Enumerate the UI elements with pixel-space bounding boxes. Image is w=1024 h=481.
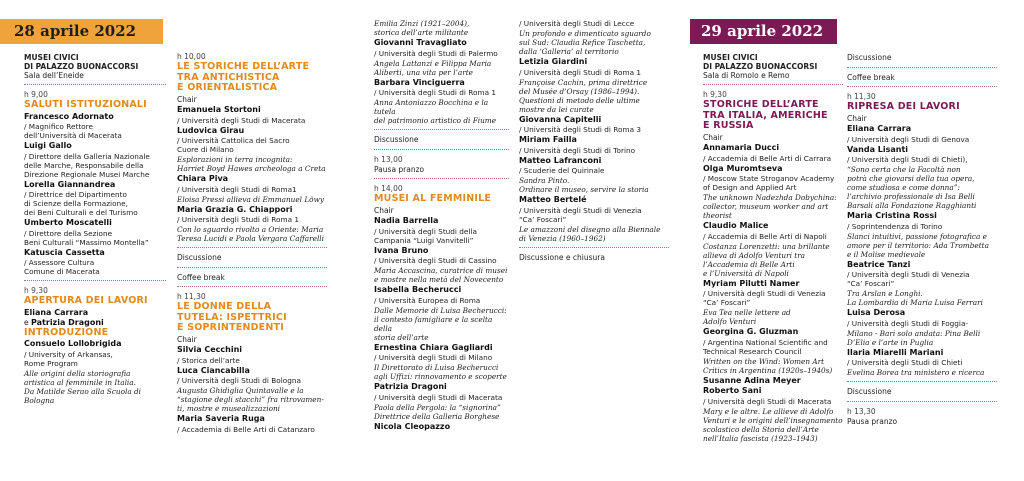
speaker-affiliation: / University of Arkansas, Rome Program <box>24 349 113 368</box>
speaker-name: Matteo Lafranconi <box>519 155 602 165</box>
day2-date: 29 aprile 2022 <box>701 22 824 40</box>
column-5-flow <box>703 84 843 443</box>
speaker-name: Myriam Pilutti Namer <box>703 278 800 288</box>
speaker-affiliation: / Università degli Studi di Venezia “Ca’ Foscari” <box>703 289 826 307</box>
programme-item: Pausa pranzo <box>847 416 898 426</box>
programme-item: Pausa pranzo <box>374 164 425 174</box>
speaker-name: Matteo Bertelé <box>519 195 587 204</box>
speaker-name: Beatrice Tanzi <box>847 259 911 269</box>
speaker-affiliation: / Direttore della Sezione Beni Culturali “Massimo Montella” <box>24 228 149 247</box>
speaker-affiliation: / Direttore della Galleria Nazionale delle Marche, Responsabile della Direzione Regionale Musei Marche <box>24 151 150 179</box>
session-time: h 9,30 <box>24 286 48 295</box>
column-4 <box>519 19 669 481</box>
talk-title: Evelina Borea tra ministero e ricerca <box>847 368 985 377</box>
speaker-name: Silvia Cecchini <box>177 345 243 354</box>
talk-title: Eva Tea nelle lettere ad Adolfo Venturi <box>703 308 791 326</box>
speaker-affiliation: / Assessore Cultura Comune di Macerata <box>24 258 100 276</box>
speaker-affiliation: / Università degli Studi di Roma1 <box>177 184 297 194</box>
divider <box>24 280 166 281</box>
speaker-name: Ilaria Miarelli Mariani <box>847 347 944 357</box>
column-4-flow <box>519 19 669 262</box>
talk-title: Emilia Zinzi (1921–2004), storica dell’arte militante <box>374 19 470 37</box>
talk-title: Alle origini della storiografia artistica al femminile in Italia. Da Matilde Serao alla Scuola di Bologna <box>24 368 141 405</box>
speaker-affiliation: / Magnifico Rettore dell’Università di Macerata <box>24 122 122 140</box>
talk-title: Milano - Bari solo andata: Pina Belli D’Elia e l’arte in Puglia <box>847 328 981 347</box>
conjunction: e <box>24 318 31 327</box>
speaker-affiliation: / Università degli Studi della Campania “Luigi Vanvitelli” <box>374 226 477 245</box>
session-time: h 14,00 <box>374 184 403 193</box>
day1-date-band <box>0 19 163 44</box>
talk-title: Dalle Memorie di Luisa Becherucci: il contesto famigliare e la scelta della storia dell’arte <box>374 305 507 342</box>
session-title: LE STORICHE DELL’ARTE TRA ANTICHISTICA E ORIENTALISTICA <box>177 61 310 93</box>
divider <box>177 286 327 287</box>
speaker-name: Annamaria Ducci <box>703 143 780 152</box>
divider <box>374 149 509 150</box>
session-time: h 9,30 <box>703 90 727 99</box>
divider <box>847 401 997 402</box>
speaker-name: Vanda Lisanti <box>847 144 909 154</box>
speaker-affiliation: / Università degli Studi di Cassino <box>374 256 497 265</box>
speaker-affiliation: / Università Cattolica del Sacro Cuore di Milano <box>177 136 290 154</box>
session-title: LE DONNE DELLA TUTELA: ISPETTRICI E SOPRINTENDENTI <box>177 301 287 333</box>
session-title: APERTURA DEI LAVORI <box>24 295 148 306</box>
talk-title: Mary e le altre. Le allieve di Adolfo Venturi e le origini dell’insegnamento scolastico della Storia dell’Arte nell’Italia fascista (1923–1943) <box>703 406 843 443</box>
speaker-name: Lorella Giannandrea <box>24 179 116 189</box>
speaker-name: Barbara Vinciguerra <box>374 77 465 87</box>
speaker-affiliation: / Università degli Studi di Chieti <box>847 358 963 367</box>
divider <box>847 67 997 68</box>
talk-title: Written on the Wind: Women Art Critics in Argentina (1920s–1940s) <box>703 356 833 375</box>
speaker-affiliation: / Argentina National Scientific and Technical Research Council <box>703 337 828 356</box>
speaker-name: Luca Ciancabilla <box>177 365 250 375</box>
speaker-name: Giovanna Capitelli <box>519 114 602 124</box>
speaker-affiliation: / Direttrice del Dipartimento di Scienze della Formazione, dei Beni Culturali e del Turismo <box>24 190 138 217</box>
speaker-affiliation: / Università degli Studi di Foggia- <box>847 318 969 328</box>
programme-item: Coffee break <box>177 272 225 282</box>
column-5 <box>703 53 843 481</box>
session-time: h 10,00 <box>177 52 206 61</box>
speaker-affiliation: / Università degli Studi di Chieti), <box>847 155 968 164</box>
speaker-affiliation: / Università degli Studi di Bologna <box>177 376 301 385</box>
day1-room: Sala dell’Eneide <box>24 71 84 80</box>
session-title: INTRODUZIONE <box>24 326 109 338</box>
speaker-name: Luisa Derosa <box>847 308 906 317</box>
session-time: h 13,30 <box>847 406 876 416</box>
divider <box>847 86 997 87</box>
speaker-name: Claudio Malice <box>703 221 769 230</box>
speaker-affiliation: / Università degli Studi di Torino <box>519 145 636 155</box>
talk-title: Angela Lattanzi e Filippa Maria Aliberti, una vita per l’arte <box>374 58 492 77</box>
divider <box>847 381 997 382</box>
talk-title: Costanza Lorenzetti: una brillante allieva di Adolfo Venturi tra l’Accademia di Belle Arti e l’Università di Napoli <box>703 241 830 278</box>
divider <box>177 267 327 268</box>
speaker-name: Ludovica Girau <box>177 125 245 135</box>
speaker-name: Ivana Bruno <box>374 245 429 255</box>
column-3-flow <box>374 19 509 431</box>
speaker-affiliation: / Accademia di Belle Arti di Napoli <box>703 231 827 241</box>
programme-item: Coffee break <box>847 72 895 82</box>
session-title: STORICHE DELL’ARTE TRA ITALIA, AMERICHE E RUSSIA <box>703 99 828 131</box>
speaker-name: Chiara Piva <box>177 174 229 183</box>
speaker-name: Susanne Adina Meyer <box>703 375 801 385</box>
talk-title: Slanci intuitivi, passione fotografica e amore per il territorio: Ada Trombetta e il Molise medievale <box>847 231 989 259</box>
speaker-name: Eliana Carrara <box>847 124 912 133</box>
talk-title: Tra Arslan e Longhi. La Lombardia di Maria Luisa Ferrari <box>847 289 983 307</box>
talk-title: Eloisa Pressi allieva di Emmanuel Löwy <box>177 194 324 204</box>
speaker-affiliation: / Università degli Studi di Genova <box>847 134 970 144</box>
speaker-name: Miriam Failla <box>519 135 577 144</box>
speaker-name: Luigi Gallo <box>24 141 72 150</box>
session-time: h 11,30 <box>847 92 876 101</box>
speaker-name: Umberto Moscatelli <box>24 218 112 227</box>
column-6-flow <box>847 53 997 426</box>
speaker-affiliation: / Scuderie del Quirinale <box>519 166 605 175</box>
speaker-affiliation: / Università degli Studi di Roma 1 <box>177 215 300 224</box>
speaker-name: Isabella Becherucci <box>374 285 462 294</box>
speaker-affiliation: / Università degli Studi di Lecce <box>519 19 635 28</box>
talk-title: The unknown Nadezhda Dobychina: collector, museum worker and art theorist <box>703 193 837 220</box>
chair-label: Chair <box>703 132 723 142</box>
speaker-affiliation: / Storica dell’arte <box>177 355 240 365</box>
speaker-name-text: Patrizia Dragoni <box>31 318 104 327</box>
talk-title: Françoise Cachin, prima direttrice del Musée d’Orsay (1986–1994). Questioni di metodo delle ultime mostre da lei curate <box>519 77 648 114</box>
session-time: h 13,00 <box>374 154 403 164</box>
session-title: MUSEI AL FEMMINILE <box>374 193 492 204</box>
speaker-name: Katuscia Cassetta <box>24 247 105 257</box>
speaker-affiliation: / Soprintendenza di Torino <box>847 221 943 231</box>
speaker-name: Emanuela Stortoni <box>177 105 261 114</box>
speaker-name: Maria Grazia G. Chiappori <box>177 204 293 214</box>
divider <box>24 84 166 85</box>
day1-date: 28 aprile 2022 <box>14 22 137 40</box>
talk-title: Anna Antoniazzo Bocchina e la tutela del patrimonio artistico di Fiume <box>374 98 497 125</box>
speaker-name: Giovanni Travagliato <box>374 38 467 47</box>
speaker-name: Ernestina Chiara Gagliardi <box>374 342 493 352</box>
programme-item: Discussione <box>177 253 222 262</box>
programme-item: Discussione e chiusura <box>519 252 605 262</box>
speaker-affiliation: / Accademia di Belle Arti di Catanzaro <box>177 424 315 434</box>
programme-item: Discussione <box>847 387 892 396</box>
talk-title: Un profondo e dimenticato sguardo sul Sud: Claudia Refice Taschetta, dalla ‘Galleria’ al territorio <box>519 29 651 56</box>
talk-title: Con lo sguardo rivolto a Oriente: Maria Teresa Lucidi e Paola Vergara Caffarelli <box>177 225 324 243</box>
divider <box>374 129 509 130</box>
speaker-affiliation: / Accademia di Belle Arti di Carrara <box>703 153 832 163</box>
session-time: h 11,30 <box>177 292 206 301</box>
speaker-affiliation: / Università degli Studi di Palermo <box>374 48 498 58</box>
column-1 <box>24 53 166 481</box>
chair-label: Chair <box>847 113 867 123</box>
talk-title: “Sono certa che la Facoltà non potrà che giovarsi della tua opera, come studiosa e come donna”: l’archivio professionale di Isa Belli Barsali alla Fondazione Ragghianti <box>847 165 977 210</box>
speaker-affiliation: / Università degli Studi di Venezia “Ca’ Foscari” <box>519 205 642 224</box>
talk-title: Le amazzoni del disegno alla Biennale di Venezia (1960–1962) <box>519 224 661 243</box>
speaker-affiliation: / Università degli Studi di Roma 1 <box>519 67 642 77</box>
speaker-affiliation: / Università degli Studi di Macerata <box>374 392 503 402</box>
speaker-affiliation: / Università degli Studi di Macerata <box>703 396 832 406</box>
chair-label: Chair <box>374 205 394 215</box>
speaker-affiliation: / Università degli Studi di Macerata <box>177 115 306 125</box>
speaker-name: Nadia Barrella <box>374 216 439 225</box>
divider <box>519 247 669 248</box>
session-title: RIPRESA DEI LAVORI <box>847 101 960 112</box>
speaker-name: Eliana Carrara <box>24 307 89 317</box>
column-2-flow <box>177 52 327 434</box>
speaker-name: Patrizia Dragoni <box>374 382 447 391</box>
speaker-affiliation: / Università Europea di Roma <box>374 295 481 305</box>
chair-label: Chair <box>177 334 197 344</box>
speaker-name: Francesco Adornato <box>24 111 114 121</box>
divider <box>703 84 843 85</box>
speaker-affiliation: / Università degli Studi di Milano <box>374 353 493 362</box>
speaker-affiliation: / Università degli Studi di Roma 1 <box>374 88 497 97</box>
talk-title: Esplorazioni in terra incognita: Harriet Boyd Hawes archeologa a Creta <box>177 155 326 173</box>
speaker-name: Maria Saveria Ruga <box>177 414 265 423</box>
day2-museum: MUSEI CIVICI DI PALAZZO BUONACCORSI <box>703 53 818 71</box>
speaker-affiliation: / Moscow State Stroganov Academy of Design and Applied Art <box>703 174 835 192</box>
talk-title: Sandra Pinto. Ordinare il museo, servire la storia <box>519 176 649 194</box>
column-6 <box>847 53 997 481</box>
speaker-name: Letizia Giardini <box>519 57 588 66</box>
speaker-name: Nicola Cleopazzo <box>374 421 451 431</box>
column-3 <box>374 19 509 481</box>
speaker-name: Consuelo Lollobrigida <box>24 339 122 348</box>
talk-title: Il Direttorato di Luisa Becherucci agli Uffizi: rinnovamento e scoperte <box>374 363 507 381</box>
divider <box>177 247 327 248</box>
talk-title: Maria Accascina, curatrice di musei e mostre nella metà del Novecento <box>374 266 508 284</box>
day2-room: Sala di Romolo e Remo <box>703 71 790 80</box>
speaker-affiliation: / Università degli Studi di Venezia “Ca’ Foscari” <box>847 270 970 288</box>
speaker-name: Roberto Sani <box>703 386 762 395</box>
programme-item: Discussione <box>374 135 419 144</box>
session-time: h 9,00 <box>24 90 48 99</box>
column-1-flow <box>24 84 166 405</box>
talk-title: Augusta Ghidiglia Quintavalle e la “stagione degli stacchi” fra ritrovamen- ti, mostre e musealizzazioni <box>177 386 324 413</box>
session-title: SALUTI ISTITUZIONALI <box>24 99 147 110</box>
divider <box>374 178 509 179</box>
talk-title: Paola della Pergola: la “signorina” Direttrice della Galleria Borghese <box>374 402 501 421</box>
speaker-name: Georgina G. Gluzman <box>703 327 799 336</box>
speaker-name: Olga Muromtseva <box>703 163 783 173</box>
programme-item: Discussione <box>847 53 892 62</box>
day2-date-band <box>690 19 837 44</box>
day1-museum: MUSEI CIVICI DI PALAZZO BUONACCORSI <box>24 53 139 71</box>
speaker-name: Maria Cristina Rossi <box>847 211 937 220</box>
chair-label: Chair <box>177 94 197 104</box>
speaker-affiliation: / Università degli Studi di Roma 3 <box>519 125 642 134</box>
column-2 <box>177 52 327 481</box>
